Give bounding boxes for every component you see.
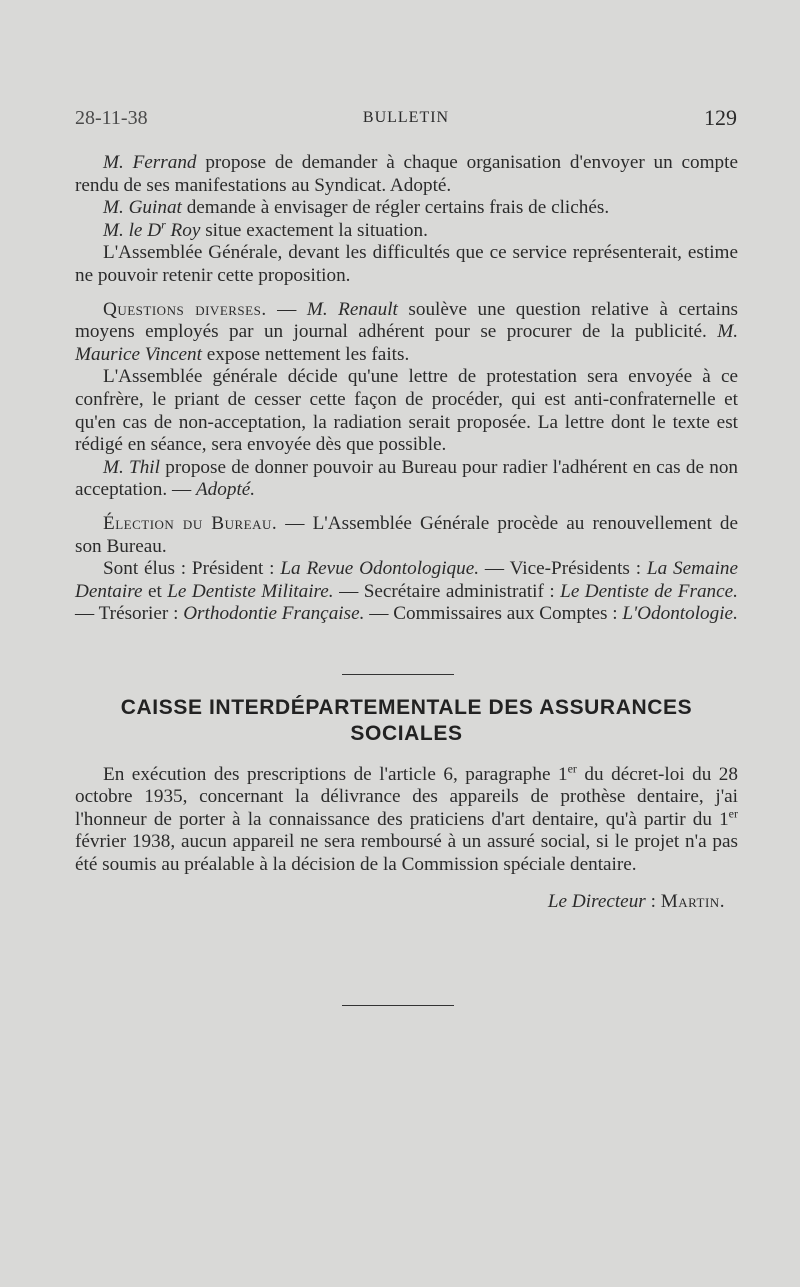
paragraph-roy bbox=[75, 217, 738, 243]
speaker-name: M. Guinat bbox=[103, 197, 182, 219]
header-date: 28-11-38 bbox=[75, 107, 148, 129]
caisse-title-line2: SOCIALES bbox=[350, 722, 463, 745]
journal-name: La Semaine Dentaire bbox=[75, 558, 739, 602]
section-heading: Élection du Bureau. bbox=[103, 512, 278, 534]
paragraph-election: Élection du Bureau. — L'Assemblée Générale procède au renouvellement de son Bureau. bbox=[75, 512, 738, 557]
signature-title: Le Directeur bbox=[547, 891, 646, 912]
journal-name: L'Odontologie. bbox=[622, 603, 738, 625]
paragraph-guinat bbox=[75, 197, 738, 220]
speaker-name: M. Thil bbox=[103, 456, 160, 478]
paragraph-text: demande à envisager de régler certains frais de clichés. bbox=[181, 197, 610, 219]
caisse-title bbox=[75, 695, 738, 747]
paragraph-thil: M. Thil propose de donner pouvoir au Bureau pour radier l'adhérent en cas de non acceptation. — Adopté. bbox=[75, 456, 739, 501]
journal-name: La Revue Odontologique. bbox=[280, 558, 480, 580]
divider-rule bbox=[342, 674, 454, 675]
speaker-name: M. le $D^r$ Roy bbox=[103, 217, 201, 241]
speaker-name: M. Maurice Vincent bbox=[75, 321, 738, 365]
journal-name: Orthodontie Française. bbox=[183, 603, 365, 625]
page-number: 129 bbox=[704, 105, 737, 130]
section-heading: Questions diverses. bbox=[103, 298, 267, 320]
journal-name: Le Dentiste de France. bbox=[560, 580, 738, 602]
signature: Le Directeur : Martin. bbox=[547, 891, 725, 912]
header-title: BULLETIN bbox=[362, 109, 450, 126]
divider-rule bbox=[342, 1005, 454, 1006]
minutes-body bbox=[75, 152, 738, 626]
speaker-name: M. Renault bbox=[306, 298, 398, 320]
adopted-label: Adopté. bbox=[195, 479, 256, 501]
speaker-name: M. Ferrand bbox=[103, 152, 197, 173]
paragraph-questions-diverses: Questions diverses. — M. Renault soulève une question relative à certains moyens employés par un journal adhérent pour se procurer de la publicité. M. Maurice Vincent expose nettement les faits. bbox=[75, 298, 739, 365]
journal-name: Le Dentiste Militaire. bbox=[167, 580, 334, 602]
paragraph-ferrand bbox=[75, 152, 738, 197]
caisse-body bbox=[75, 761, 738, 876]
paragraph-text: propose de demander à chaque organisation d'envoyer un compte rendu de ses manifestations au Syndicat. Adopté. bbox=[75, 152, 738, 196]
paragraph-text: situe exactement la situation. bbox=[200, 219, 428, 241]
signature-name: Martin. bbox=[660, 891, 725, 912]
caisse-title-line1: CAISSE INTERDÉPARTEMENTALE DES ASSURANCES bbox=[120, 696, 693, 719]
paragraph-elus: Sont élus : Président : La Revue Odontologique. — Vice-Présidents : La Semaine Dentaire et Le Dentiste Militaire. — Secrétaire administratif : Le Dentiste de France. — Trésorier : Orthodontie Française. — Commissaires aux Comptes : L'Odontologie. bbox=[75, 558, 739, 625]
paragraph-assemblee: L'Assemblée Générale, devant les difficultés que ce service représenterait, estime ne pouvoir retenir cette proposition. bbox=[75, 242, 738, 286]
paragraph-protestation: L'Assemblée générale décide qu'une lettre de protestation sera envoyée à ce confrère, le priant de cesser cette façon de procéder, qui est anti-confraternelle et qu'en cas de non-acceptation, la radiation serait proposée. La lettre dont le texte est rédigé en séance, sera envoyée dès que possible. bbox=[75, 366, 738, 456]
caisse-paragraph: En exécution des prescriptions de l'article 6, paragraphe 1er du décret-loi du 28 octobre 1935, concernant la délivrance des appareils de prothèse dentaire, j'ai l'honneur de porter à la connaissance des praticiens d'art dentaire, qu'à partir du 1er février 1938, aucun appareil ne sera remboursé à un assuré social, si le projet n'a pas été soumis au préalable à la décision de la Commission spéciale dentaire. bbox=[75, 761, 738, 875]
